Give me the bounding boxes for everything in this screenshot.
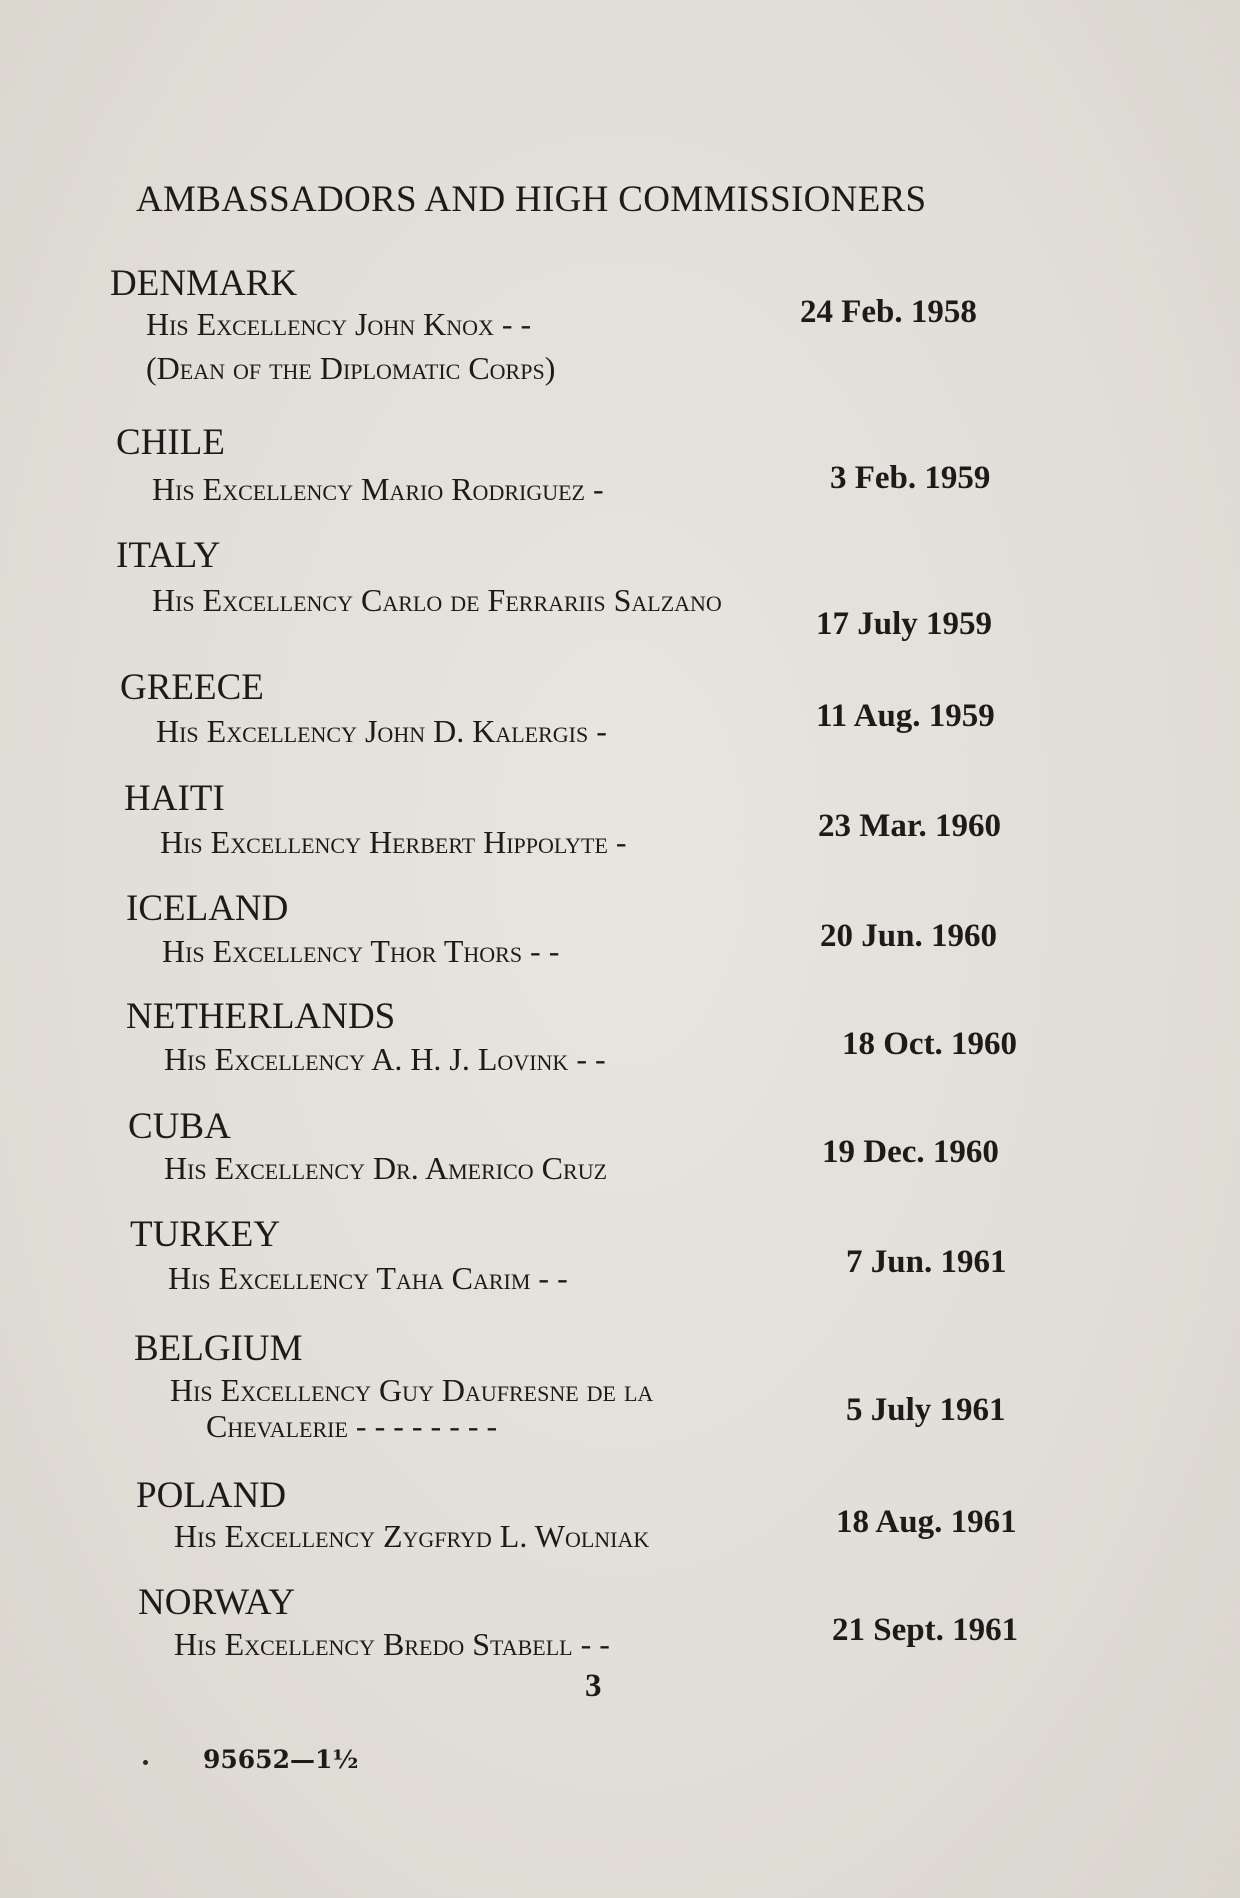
appointment-date: 19 Dec. 1960: [822, 1134, 999, 1170]
appointment-date: 21 Sept. 1961: [832, 1612, 1019, 1648]
ambassador-name: His Excellency Thor Thors - -: [162, 933, 560, 969]
country-name: DENMARK: [110, 263, 298, 304]
page-number: 3: [585, 1668, 602, 1704]
country-name: ICELAND: [126, 888, 289, 929]
dean-note: (Dean of the Diplomatic Corps): [146, 350, 556, 386]
appointment-date: 20 Jun. 1960: [820, 918, 997, 954]
country-name: TURKEY: [130, 1214, 281, 1255]
ambassador-name: His Excellency Guy Daufresne de la: [170, 1372, 654, 1408]
country-name: NORWAY: [138, 1582, 295, 1623]
appointment-date: 24 Feb. 1958: [800, 294, 977, 330]
ambassador-name: His Excellency Zygfryd L. Wolniak: [174, 1518, 650, 1554]
ambassador-name: His Excellency John D. Kalergis -: [156, 713, 607, 749]
ambassador-name: His Excellency Bredo Stabell - -: [174, 1626, 610, 1662]
ambassador-name-continued: Chevalerie - - - - - - - -: [206, 1408, 498, 1444]
appointment-date: 5 July 1961: [846, 1392, 1006, 1428]
country-name: BELGIUM: [134, 1328, 303, 1369]
ambassador-name: His Excellency Dr. Americo Cruz: [164, 1150, 608, 1186]
appointment-date: 18 Aug. 1961: [836, 1504, 1017, 1540]
appointment-date: 3 Feb. 1959: [830, 460, 991, 496]
country-name: NETHERLANDS: [126, 996, 396, 1037]
country-name: CUBA: [128, 1106, 231, 1147]
page-heading: AMBASSADORS AND HIGH COMMISSIONERS: [136, 179, 927, 220]
country-name: GREECE: [120, 667, 264, 708]
ambassador-name: His Excellency John Knox - -: [146, 306, 532, 342]
country-name: ITALY: [116, 535, 221, 576]
country-name: POLAND: [136, 1475, 287, 1516]
country-name: CHILE: [116, 422, 225, 463]
appointment-date: 7 Jun. 1961: [846, 1244, 1007, 1280]
appointment-date: 11 Aug. 1959: [816, 698, 995, 734]
country-name: HAITI: [124, 778, 225, 819]
appointment-date: 23 Mar. 1960: [818, 808, 1002, 844]
print-reference: 95652—1½: [203, 1745, 359, 1774]
ambassador-name: His Excellency A. H. J. Lovink - -: [164, 1041, 606, 1077]
appointment-date: 17 July 1959: [816, 606, 993, 642]
ambassador-name: His Excellency Mario Rodriguez -: [152, 471, 604, 507]
ambassador-name: His Excellency Herbert Hippolyte -: [160, 824, 627, 860]
appointment-date: 18 Oct. 1960: [842, 1026, 1018, 1062]
ambassador-name: His Excellency Taha Carim - -: [168, 1260, 568, 1296]
ambassador-name: His Excellency Carlo de Ferrariis Salzano: [152, 582, 722, 618]
print-dot: [143, 1760, 148, 1765]
